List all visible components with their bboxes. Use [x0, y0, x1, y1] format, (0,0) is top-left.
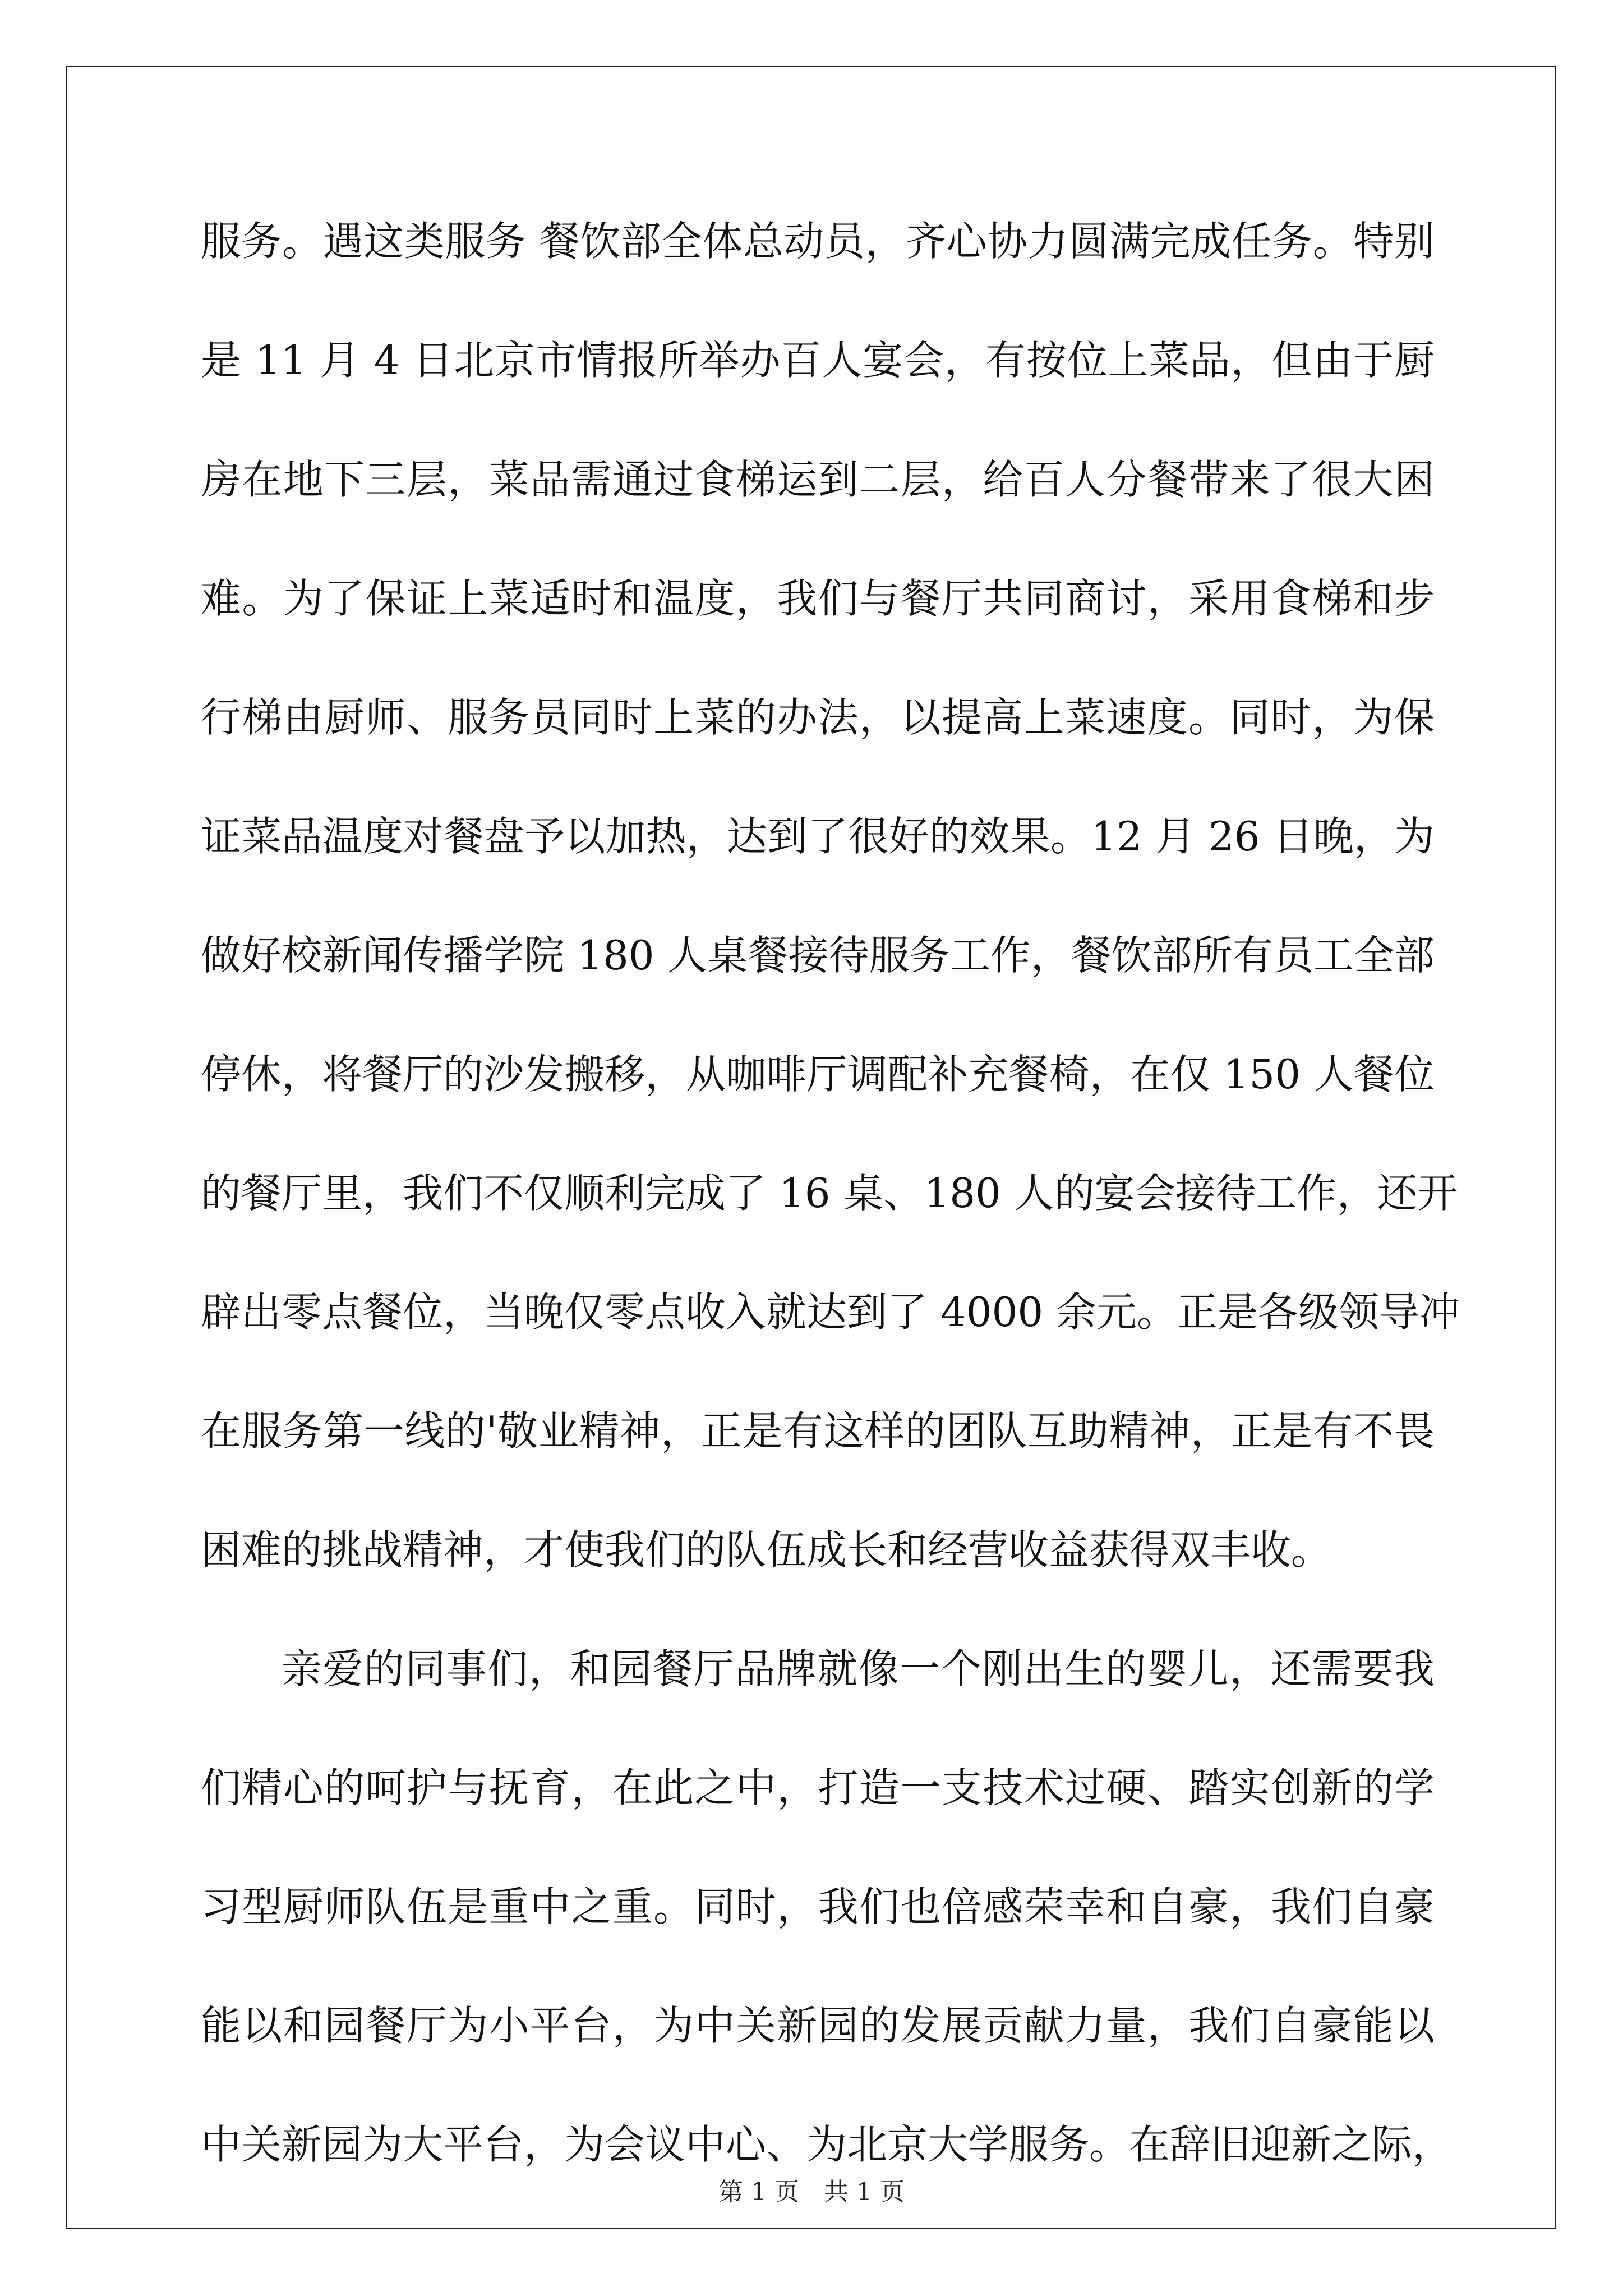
- page-footer: 第 1 页 共 1 页: [718, 2178, 905, 2206]
- text-line: 们精心的呵护与抚育，在此之中，打造一支技术过硬、踏实创新的学: [201, 1764, 1435, 1811]
- text-line: 行梯由厨师、服务员同时上菜的办法，以提高上菜速度。同时，为保: [201, 694, 1435, 741]
- text-line: 中关新园为大平台，为会议中心、为北京大学服务。在辞旧迎新之际，: [201, 2121, 1453, 2168]
- paragraph-first-line: 亲爱的同事们，和园餐厅品牌就像一个刚出生的婴儿，还需要我: [282, 1645, 1435, 1692]
- text-line: 在服务第一线的'敬业精神，正是有这样的团队互助精神，正是有不畏: [201, 1407, 1435, 1455]
- text-line: 服务。遇这类服务 餐饮部全体总动员，齐心协力圆满完成任务。特别: [201, 218, 1435, 265]
- text-line: 困难的挑战精神，才使我们的队伍成长和经营收益获得双丰收。: [201, 1526, 1332, 1573]
- text-line: 做好校新闻传播学院 180 人桌餐接待服务工作，餐饮部所有员工全部: [201, 932, 1435, 979]
- text-line: 的餐厅里，我们不仅顺利完成了 16 桌、180 人的宴会接待工作，还开: [201, 1170, 1458, 1217]
- text-line: 能以和园餐厅为小平台，为中关新园的发展贡献力量，我们自豪能以: [201, 2002, 1435, 2049]
- text-line: 难。为了保证上菜适时和温度，我们与餐厅共同商讨，采用食梯和步: [201, 575, 1435, 622]
- text-line: 房在地下三层，菜品需通过食梯运到二层，给百人分餐带来了很大困: [201, 456, 1435, 503]
- text-line: 习型厨师队伍是重中之重。同时，我们也倍感荣幸和自豪，我们自豪: [201, 1883, 1435, 1930]
- text-line: 证菜品温度对餐盘予以加热，达到了很好的效果。12 月 26 日晚，为: [201, 813, 1435, 860]
- text-line: 辟出零点餐位，当晚仅零点收入就达到了 4000 余元。正是各级领导冲: [201, 1289, 1460, 1336]
- text-line: 是 11 月 4 日北京市情报所举办百人宴会，有按位上菜品，但由于厨: [201, 337, 1435, 384]
- text-line: 停休，将餐厅的沙发搬移，从咖啡厅调配补充餐椅，在仅 150 人餐位: [201, 1051, 1435, 1098]
